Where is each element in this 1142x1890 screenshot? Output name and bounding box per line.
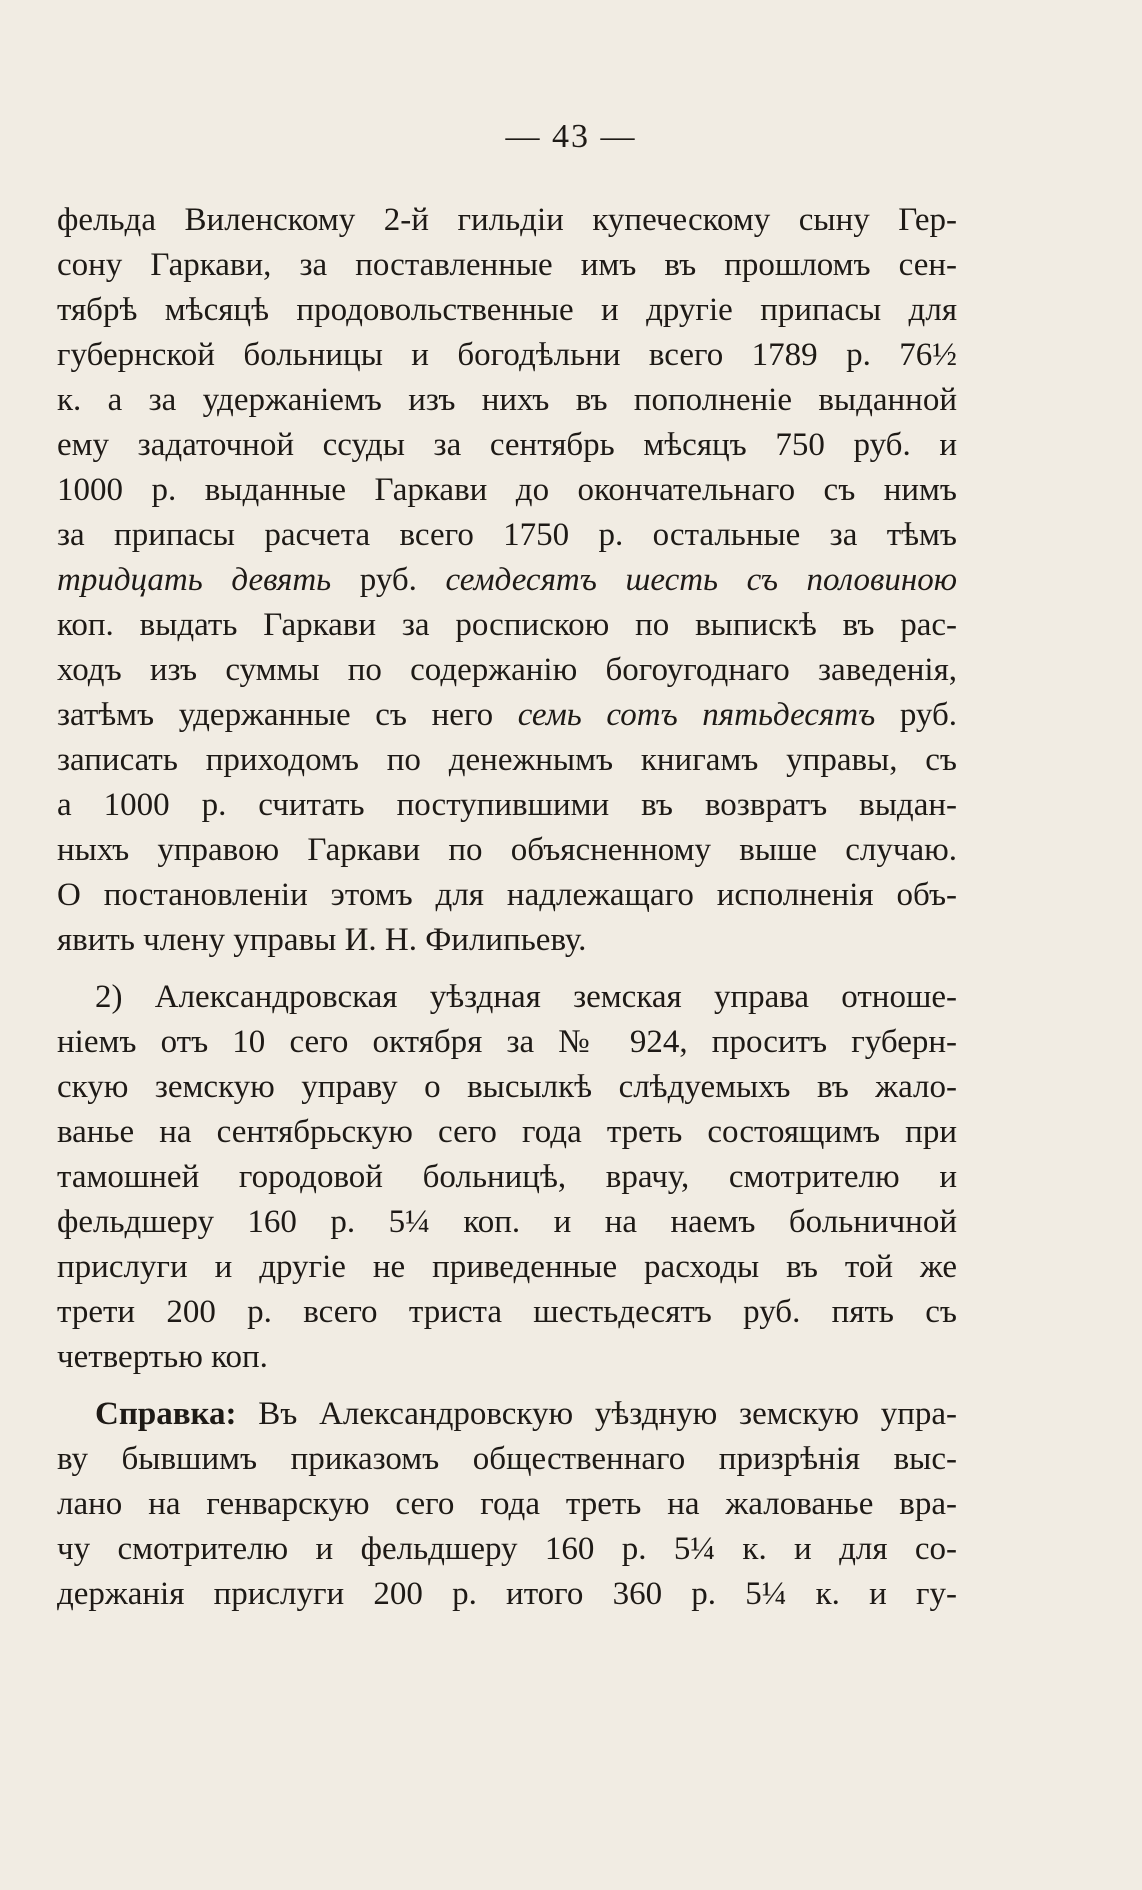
text-line: коп. выдать Гаркави за роспискою по выпискѣ въ рас- — [57, 607, 957, 643]
reference-label: Справка: — [95, 1396, 237, 1432]
italic-amount: семдесятъ шесть съ половиною — [445, 562, 957, 598]
text-line: явить члену управы И. Н. Филипьеву. — [57, 922, 587, 958]
italic-amount: семь сотъ пятьдесятъ — [517, 697, 876, 733]
text-line: скую земскую управу о высылкѣ слѣдуемыхъ въ жало- — [57, 1069, 957, 1105]
italic-amount: тридцать девять — [57, 562, 332, 598]
text-line: прислуги и другіе не приведенные расходы въ той же — [57, 1249, 957, 1285]
text-line: ванье на сентябрьскую сего года треть состоящимъ при — [57, 1114, 957, 1150]
text-line: 2) Александровская уѣздная земская управа отноше- — [95, 979, 957, 1015]
text-line: чу смотрителю и фельдшеру 160 р. 5¼ к. и для со- — [57, 1531, 957, 1567]
text-line: за припасы расчета всего 1750 р. остальные за тѣмъ — [57, 517, 957, 553]
paragraph-gap — [57, 1380, 957, 1392]
text-line: ныхъ управою Гаркави по объясненному выше случаю. — [57, 832, 957, 868]
text-fragment: руб. — [899, 697, 958, 733]
text-line: ходъ изъ суммы по содержанію богоугоднаго заведенія, — [57, 652, 957, 688]
text-line: трети 200 р. всего триста шестьдесятъ руб. пять съ — [57, 1294, 957, 1330]
text-line: фельдшеру 160 р. 5¼ коп. и на наемъ больничной — [57, 1204, 957, 1240]
text-line: ву бывшимъ приказомъ общественнаго призрѣнія выс- — [57, 1441, 957, 1477]
text-line: четвертью коп. — [57, 1339, 268, 1375]
text-line: тябрѣ мѣсяцѣ продовольственные и другіе припасы для — [57, 292, 957, 328]
page-text — [57, 198, 957, 1617]
text-line: ему задаточной ссуды за сентябрь мѣсяцъ 750 руб. и — [57, 427, 957, 463]
text-line: записать приходомъ по денежнымъ книгамъ управы, съ — [57, 742, 957, 778]
text-line-mixed — [57, 558, 957, 603]
text-line: 1000 р. выданные Гаркави до окончательнаго съ нимъ — [57, 472, 957, 508]
text-line: ніемъ отъ 10 сего октября за № 924, проситъ губерн- — [57, 1024, 957, 1060]
text-line: фельда Виленскому 2-й гильдіи купеческому сыну Гер- — [57, 202, 957, 238]
text-line: сону Гаркави, за поставленные имъ въ прошломъ сен- — [57, 247, 957, 283]
text-line: губернской больницы и богодѣльни всего 1789 р. 76½ — [57, 337, 957, 373]
text-line: к. а за удержаніемъ изъ нихъ въ пополненіе выданной — [57, 382, 957, 418]
text-line-mixed — [57, 693, 957, 738]
page-number: — 43 — — [505, 118, 637, 155]
text-line: лано на генварскую сего года треть на жалованье вра- — [57, 1486, 957, 1522]
text-line: а 1000 р. считать поступившими въ возвратъ выдан- — [57, 787, 957, 823]
text-line-mixed — [57, 1392, 957, 1437]
text-fragment: Въ Александровскую уѣздную земскую упра- — [258, 1396, 957, 1432]
text-fragment: руб. — [359, 562, 417, 598]
paragraph-gap — [57, 963, 957, 975]
text-line: тамошней городовой больницѣ, врачу, смотрителю и — [57, 1159, 957, 1195]
text-fragment: затѣмъ удержанные съ него — [57, 697, 494, 733]
text-line: О постановленіи этомъ для надлежащаго исполненія объ- — [57, 877, 957, 913]
text-line: держанія прислуги 200 р. итого 360 р. 5¼ к. и гу- — [57, 1576, 957, 1612]
